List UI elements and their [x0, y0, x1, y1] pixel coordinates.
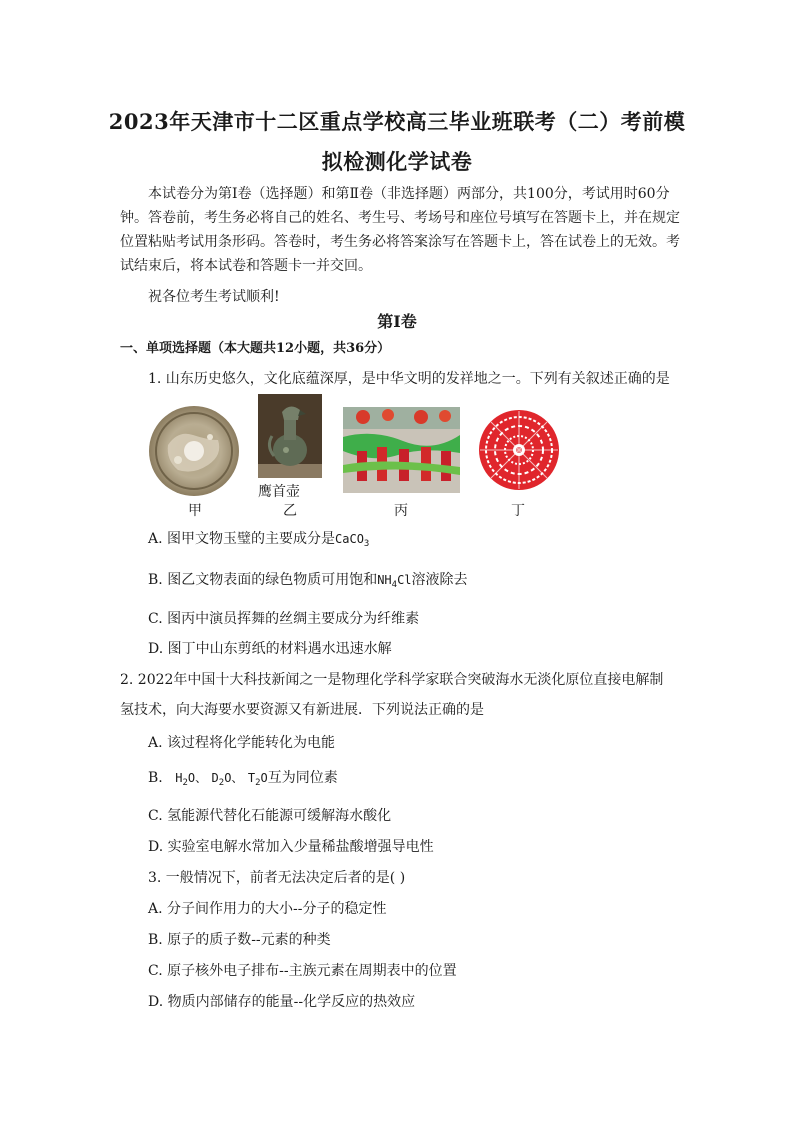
formula-nh4cl-tail: Cl — [397, 573, 412, 587]
q1-option-b-text: B. 图乙文物表面的绿色物质可用饱和 — [148, 572, 378, 588]
exam-title-line1: 2023年天津市十二区重点学校高三毕业班联考（二）考前模 — [108, 109, 686, 134]
formula-t2o-sub: 2 — [255, 778, 261, 788]
q1-option-b — [148, 569, 468, 590]
caption-ding: 丁 — [511, 503, 525, 519]
q3-option-b: B. 原子的质子数--元素的种类 — [148, 932, 331, 948]
formula-t2o — [247, 771, 268, 788]
formula-nh4cl-sub: 4 — [391, 580, 398, 590]
q1-option-c: C. 图丙中演员挥舞的丝绸主要成分为纤维素 — [148, 611, 420, 627]
q3-option-c: C. 原子核外电子排布--主族元素在周期表中的位置 — [148, 963, 457, 979]
q1-option-b-suffix: 溶液除去 — [411, 572, 468, 588]
q2-option-d: D. 实验室电解水常加入少量稀盐酸增强导电性 — [148, 839, 434, 855]
formula-d2o — [211, 771, 244, 788]
formula-t2o-main: T — [247, 771, 256, 785]
formula-t2o-tail: O — [260, 771, 268, 785]
q2-option-a: A. 该过程将化学能转化为电能 — [148, 735, 336, 751]
formula-h2o-main: H — [175, 771, 183, 785]
caption-yi: 乙 — [283, 503, 297, 519]
formula-d2o-tail: O、 — [224, 771, 244, 785]
jade-bi-image — [148, 405, 240, 497]
wish-text: 祝各位考生考试顺利! — [148, 289, 280, 305]
exam-instructions: 本试卷分为第Ⅰ卷（选择题）和第Ⅱ卷（非选择题）两部分，共100分，考试用时60分钟。答卷前，考生务必将自己的姓名、考生号、考场号和座位号填写在答题卡上，并在规定位置粘贴考试用条形码。答卷时，考生务必将答案涂写在答题卡上，答在试卷上的无效。考试结束后，将本试卷和答题卡一并交回。 — [120, 186, 680, 274]
q3-option-a: A. 分子间作用力的大小--分子的稳定性 — [148, 901, 387, 917]
formula-nh4cl-main: NH — [377, 573, 392, 587]
q2-option-b-label: B. — [148, 770, 163, 786]
q3-stem: 3. 一般情况下，前者无法决定后者的是( ) — [148, 870, 406, 886]
formula-d2o-sub: 2 — [218, 778, 225, 788]
q2-option-b-suffix: 互为同位素 — [267, 770, 338, 786]
q2-stem-line1: 2. 2022年中国十大科技新闻之一是物理化学科学家联合突破海水无淡化原位直接电解制 — [120, 672, 664, 688]
formula-caco3-sub: 3 — [363, 539, 370, 549]
formula-h2o-sub: 2 — [182, 778, 188, 788]
formula-h2o — [175, 771, 208, 788]
formula-d2o-main: D — [211, 771, 219, 785]
q1-stem: 1. 山东历史悠久，文化底蕴深厚，是中华文明的发祥地之一。下列有关叙述正确的是 — [148, 371, 670, 387]
q2-option-c: C. 氢能源代替化石能源可缓解海水酸化 — [148, 808, 392, 824]
caption-jia: 甲 — [188, 503, 202, 519]
image-label-yi: 鹰首壶 — [258, 484, 300, 500]
paper-cut-image — [478, 409, 560, 491]
eagle-head-pot-image — [258, 394, 322, 478]
formula-nh4cl — [377, 573, 412, 590]
formula-caco3 — [335, 532, 370, 549]
exam-title-line2: 拟检测化学试卷 — [321, 149, 473, 174]
q1-option-d: D. 图丁中山东剪纸的材料遇水迅速水解 — [148, 641, 392, 657]
q3-option-d: D. 物质内部储存的能量--化学反应的热效应 — [148, 994, 416, 1010]
formula-caco3-main: CaCO — [335, 532, 364, 546]
formula-h2o-tail: O、 — [187, 771, 208, 785]
q2-stem-line2: 氢技术，向大海要水要资源又有新进展．下列说法正确的是 — [120, 702, 484, 718]
section-title: 第Ⅰ卷 — [377, 312, 417, 331]
part-heading: 一、单项选择题（本大题共12小题，共36分） — [120, 341, 391, 356]
q1-option-a — [148, 528, 369, 549]
q1-option-a-text: A. 图甲文物玉璧的主要成分是 — [148, 531, 336, 547]
dance-performance-image — [343, 407, 460, 493]
caption-bing: 丙 — [394, 503, 408, 519]
q2-option-b — [148, 767, 338, 788]
